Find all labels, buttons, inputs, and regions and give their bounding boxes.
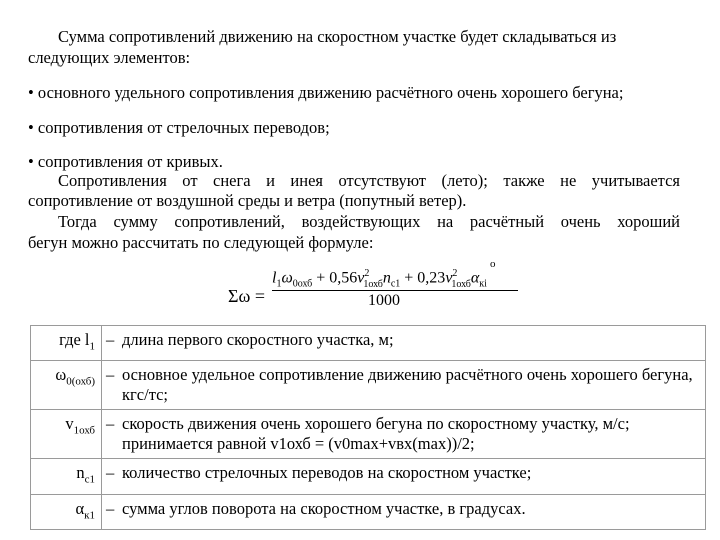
bullet-item: • сопротивления от стрелочных переводов;	[28, 118, 330, 137]
bullet-item: • сопротивления от кривых.	[28, 152, 223, 171]
definitions-table	[30, 325, 706, 530]
definition-symbol: $v_{1охб}$	[31, 410, 102, 459]
definition-text: основное удельное сопротивление движению расчётного очень хорошего бегуна, кгс/тс;	[118, 361, 706, 410]
paragraph1-line1: Сумма сопротивлений движению на скоростном участке будет складываться из	[58, 27, 617, 46]
paragraph1-line2: следующих элементов:	[28, 48, 191, 67]
formula-lhs: Σω =	[228, 286, 265, 306]
resistance-formula	[228, 258, 518, 314]
definition-text: количество стрелочных переводов на скоростном участке;	[118, 459, 706, 494]
definition-text: сумма углов поворота на скоростном участке, в градусах.	[118, 494, 706, 529]
definition-dash: –	[102, 361, 119, 410]
bullet-item: • основного удельного сопротивления движению расчётного очень хорошего бегуна;	[28, 83, 624, 102]
table-row	[31, 410, 706, 459]
fraction-line	[272, 290, 518, 291]
table-row	[31, 459, 706, 494]
definition-text: скорость движения очень хорошего бегуна по скоростному участку, м/с; принимается равной v1охб = (v0max+vвх(max))/2;	[118, 410, 706, 459]
definition-symbol: $n_{с1}$	[31, 459, 102, 494]
formula-denominator: 1000	[368, 292, 400, 309]
definition-dash: –	[102, 494, 119, 529]
definition-text: длина первого скоростного участка, м;	[118, 326, 706, 361]
definition-symbol: $\alpha_{к1}$	[31, 494, 102, 529]
paragraph3-line2: бегун можно рассчитать по следующей формуле:	[28, 233, 374, 252]
paragraph2-line1: Сопротивления от снега и инея отсутствуют (лето); также не учитывается	[58, 171, 680, 190]
definition-symbol: где $l_1$	[31, 326, 102, 361]
paragraph3-line1: Тогда сумму сопротивлений, воздействующих на расчётный очень хороший	[58, 212, 680, 231]
table-row	[31, 361, 706, 410]
formula-numerator: $l_1\omega_{0охб} + 0,56v^2_{1охб}n_{с1} + 0,23v^2_{1охб}\alpha_{кі}$	[272, 268, 487, 290]
paragraph2-line2: сопротивление от воздушной среды и ветра (попутный ветер).	[28, 191, 467, 210]
table-row	[31, 494, 706, 529]
definition-dash: –	[102, 326, 119, 361]
degree-symbol: o	[490, 258, 496, 270]
definition-symbol: $\omega_{0(охб)}$	[31, 361, 102, 410]
definition-dash: –	[102, 410, 119, 459]
definition-dash: –	[102, 459, 119, 494]
table-row	[31, 326, 706, 361]
